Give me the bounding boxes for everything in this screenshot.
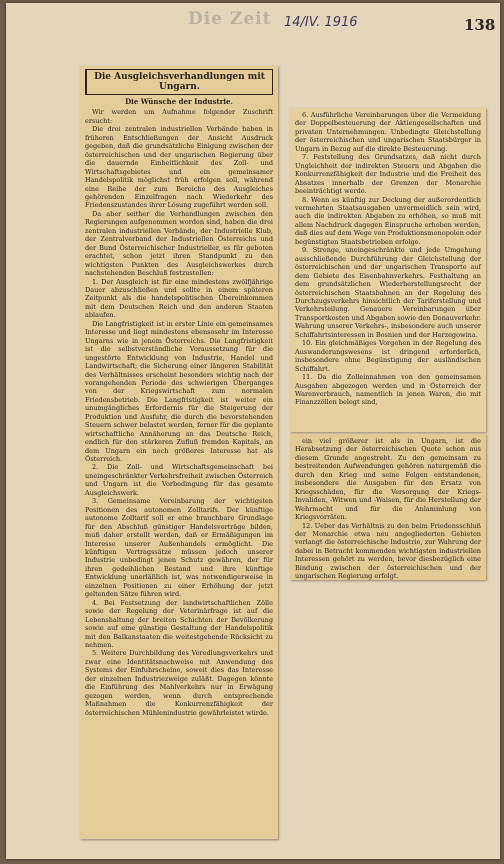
paragraph: 3. Gemeinsame Vereinbarung der wichtigsten Positionen des autonomen Zolltarifs. Der künftige autonome Zolltarif soll er eine brauchbare Grundlage für den Abschluß günstiger Handelsverträge bilden, muß daher erstellt werden, daß er Ermäßigungen im Interesse unserer Außenhandels ermöglicht. Die künftigen Vertragssätze müssen jedoch unserer Industrie unbedingt jenen Schutz gewähren, der für ihren gedeihlichen Bestand und ihre künftige Entwicklung unerläßlich ist, was notwendigerweise in einzelnen Positionen zu einer Erhöhung der jetzt geltenden Sätze führen wird. bbox=[85, 497, 273, 599]
clipping-continuation-lower bbox=[290, 434, 486, 580]
paragraph: ein viel größerer ist als in Ungarn, ist die Herabsetzung der österreichischen Quote schon aus diesem Grunde angestrebt. Zu den gemeinsam zu bestreitenden Aufwendungen gehören naturgemäß die durch den Krieg und seine Folgen entstandenen, insbesondere die Ausgaben für den Ersatz von Kriegsschäden, für die Versorgung der Kriegs-Invaliden, -Witwen und -Waisen, für die Herstellung der Wehrmacht und für die Anlammlung von Kriegsvorräten. bbox=[295, 437, 481, 522]
paragraph: 8. Wenn es künftig zur Deckung der außerordentlich vermehrten Staatsausgaben unvermeidlich sein wird, auch die indirekten Abgaben zu erhöhen, so muß mit allem Nachdruck dagegen Einspruche erhoben werden, daß dies auf dem Wege von Produktionsmonopolen oder begünstigten Staatsbetrieben erfolge. bbox=[295, 195, 481, 246]
paragraph: Die drei zentralen industriellen Verbände haben in früheren Entschließungen der Ansicht Ausdruck gegeben, daß die grundsätzliche Einigung zwischen der österreichischen und der ungarischen Regierung über die dauernde Einheitlichkeit des Zoll- und Wirtschaftsgebietes und ein gemeinsamer Handelspolitik möglichst früh erfolgen soll, während eine Reihe der zum Bereiche des Ausgleiches gehörenden Einzelfragen nach Wiederkehr des Friedenszustandes ihrer Lösung zugeführt werden soll. bbox=[85, 125, 273, 210]
article-subhead: Die Wünsche der Industrie. bbox=[125, 97, 233, 106]
clipping-continuation-upper bbox=[290, 108, 486, 432]
paragraph: 5. Weitere Durchbildung des Veredlungsverkehrs und zwar eine Identitätsnachweise mit Anwendung des Systems der Einfuhrscheine, soweit dies das Interesse der einzelnen Industriezweige zuläßt. Dagegen könnte die Einführung des Mahlverkehrs nur in Erwägung gezogen werden, wenn durch entsprechende Maßnahmen die Konkurrenzfähigkeit der österreichischen Mühlenindustrie gewährleistet würde. bbox=[85, 649, 273, 717]
paragraph: Da aber seither die Verhandlungen zwischen den Regierungen aufgenommen worden sind, haben die drei zentralen industriellen Verbände, der Industrielle Klub, der Zentralverband der Industriellen Österreichs und der Bund Österreichischer Industrieller, es für geboten erachtet, schon jetzt ihren Standpunkt zu den wichtigsten Punkten des Ausgleichswerkes durch nachstehenden Beschluß festzustellen: bbox=[85, 209, 273, 278]
paragraph: 12. Ueber das Verhältnis zu den beim Friedensschluß der Monarchie etwa neu angegliederten Gebieten verlangt die österreichische Industrie, zur Wahrung der dabei in Betracht kommenden wichtigsten industriellen Interessen gehört zu werden, bevor diesbezüglich eine Bindung zwischen der österreichischen und der ungarischen Regierung erfolgt. bbox=[295, 521, 481, 580]
page-number: 138 bbox=[464, 16, 496, 34]
paragraph: Die Langfristigkeit ist in erster Linie ein gemeinsames Interesse und liegt mindestens ebensosehr im Interesse Ungarns wie in jenem Österreichs. Die Langfristigkeit ist die selbstverständliche Voraussetzung für die ungestörte Entwicklung von Industrie, Handel und Landwirtschaft; die Sicherung einer längeren Stabilität des Verhältnisses erscheint besonders wichtig nach der vorangehenden Periode des schwierigen Überganges von der Kriegswirtschaft zum normalen Friedensbetrieb. Die Langfristigkeit ist weiter ein unumgängliches Erfordernis für die Steigerung der Produktion und Ausfuhr, die durch die bevorstehenden Steuern schwer belastet werden, ferner für die geplante wirtschaftliche Annäherung an das Deutsche Reich, endlich für den stärkeren Zufluß fremden Kapitals, an dem Ungarn ein noch größeres Interesse hat als Österreich. bbox=[85, 319, 273, 464]
paragraph: 1. Der Ausgleich ist für eine mindestens zwölfjährige Dauer abzuschließen und sollte in einem späteren Zeitpunkt als die handelspolitischen Übereinkommen mit dem Deutschen Reich und den anderen Staaten ablaufen. bbox=[85, 277, 273, 320]
handwritten-date: 14/IV. 1916 bbox=[284, 15, 358, 30]
paragraph: 9. Strenge, uneingeschränkte und jede Umgehung ausschließende Durchführung der Gleichstellung der österreichischen und der ungarischen Transporte auf dem Gebiete des Eisenbahnverkehrs. Festhaltung an dem grundsätzlichen Wiederherstellungsrecht der österreichischen Staatsbahnen an der Regelung des Durchzugsverkehrs hinsichtlich der Tariferstellung und Verkehrsteilung. Genauere Vereinbarungen über Transportkosten und Abgaben sowie den Donauverkehr. Wahrung unserer Verkehrs-, insbesondere auch unserer Schiffahrtsinteressen in Bosnien und der Herzegowina. bbox=[295, 246, 481, 339]
paragraph: 6. Ausführliche Vereinbarungen über die Vermeidung der Doppelbesteuerung der Aktiengesellschaften und privaten Unternehmungen. Unbedingte Gleichstellung der österreichischen und ungarischen Staatsbürger in Ungarn in Bezug auf die direkte Besteuerung. bbox=[295, 111, 481, 153]
masthead-stamp: Die Zeit bbox=[188, 9, 272, 29]
paragraph: 2. Die Zoll- und Wirtschaftsgemeinschaft bei uneingeschränkter Verkehrsfreiheit zwischen Österreich und Ungarn ist die Vorbedingung für das gesamte Ausgleichswerk. bbox=[85, 463, 273, 497]
clipping-main-column bbox=[80, 66, 278, 839]
paragraph: 4. Bei Festsetzung der landwirtschaftlichen Zölle sowie der Regelung der Veterinärfrage ist auf die Lebenshaltung der breiten Schichten der Bevölkerung sowie auf eine günstige Gestaltung der Handelspolitik mit den Balkanstaaten die weitestgehende Rücksicht zu nehmen. bbox=[85, 598, 273, 649]
paragraph: 7. Feststellung des Grundsatzes, daß nicht durch Ungleichheit der indirekten Steuern und Abgaben die Konkurrenzfähigkeit der Industrie und die Freiheit des Absatzes innerhalb der Grenzen der Monarchie beeinträchtigt werde. bbox=[295, 153, 481, 196]
paragraph: 11. Da die Zolleinnahmen von den gemeinsamen Ausgaben abgezogen werden und in Österreich der Warenverbrauch, namentlich in jenen Waren, die mit Finanzzöllen belegt sind, bbox=[295, 373, 481, 407]
paragraph: Wir werden um Aufnahme folgender Zuschrift ersucht: bbox=[85, 108, 273, 125]
article-headline: Die Ausgleichsverhandlungen mit Ungarn. bbox=[85, 69, 273, 95]
paragraph: 10. Ein gleichmäßiges Vorgehen in der Regelung des Auswanderungswesens ist dringend erforderlich, insbesondere ohne Begünstigung der ausländischen Schiffahrt. bbox=[295, 339, 481, 373]
